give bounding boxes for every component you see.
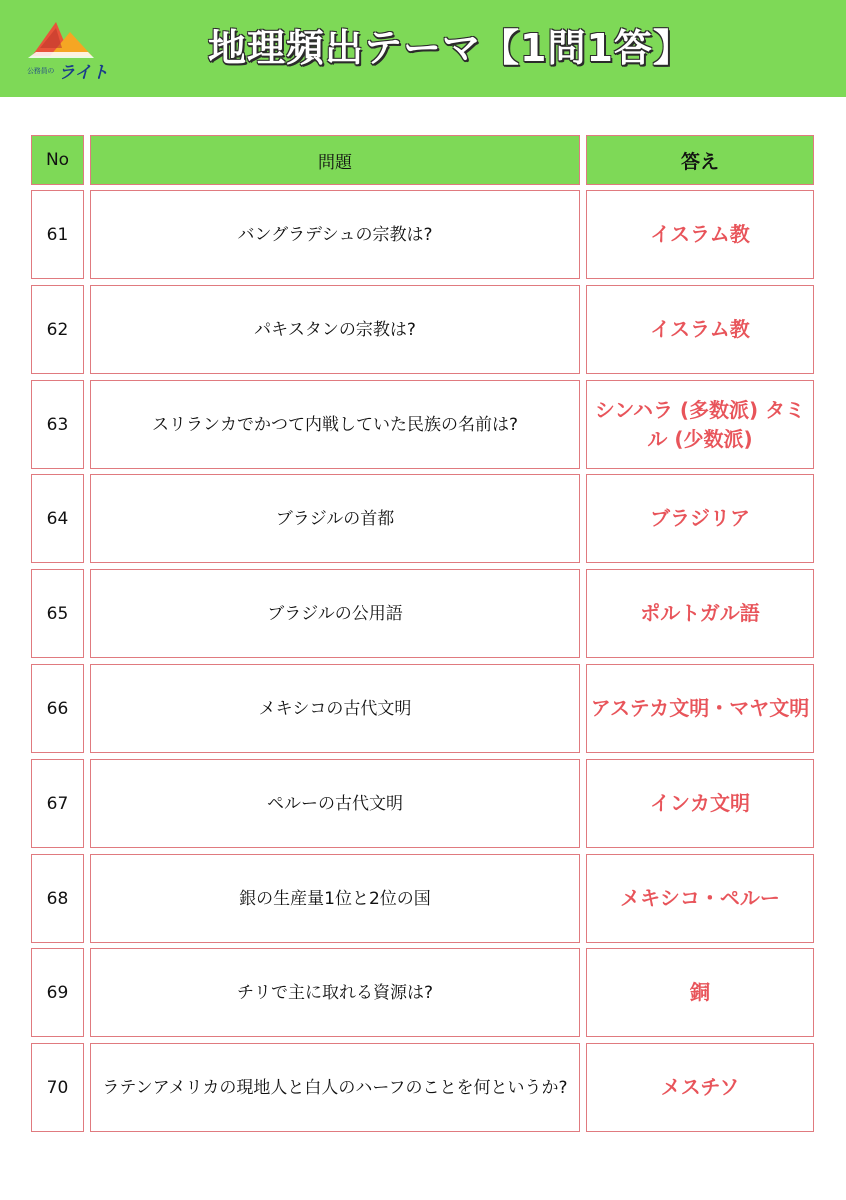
logo [22, 18, 110, 84]
header-bar [0, 0, 846, 97]
answer-cell: イスラム教 [586, 190, 814, 279]
question-cell: 銀の生産量1位と2位の国 [90, 854, 580, 943]
row-number: 64 [31, 474, 84, 563]
answer-cell: メスチソ [586, 1043, 814, 1132]
answer-cell: アステカ文明・マヤ文明 [586, 664, 814, 753]
answer-cell: ポルトガル語 [586, 569, 814, 658]
question-cell: ペルーの古代文明 [90, 759, 580, 848]
question-cell: ブラジルの首都 [90, 474, 580, 563]
question-cell: チリで主に取れる資源は? [90, 948, 580, 1037]
row-number: 69 [31, 948, 84, 1037]
answer-cell: メキシコ・ペルー [586, 854, 814, 943]
column-header-question: 問題 [90, 135, 580, 185]
row-number: 65 [31, 569, 84, 658]
page-title: 地理頻出テーマ【1問1答】 [208, 26, 692, 70]
row-number: 66 [31, 664, 84, 753]
answer-cell: インカ文明 [586, 759, 814, 848]
row-number: 70 [31, 1043, 84, 1132]
row-number: 61 [31, 190, 84, 279]
answer-cell: 銅 [586, 948, 814, 1037]
question-cell: スリランカでかつて内戦していた民族の名前は? [90, 380, 580, 469]
question-cell: バングラデシュの宗教は? [90, 190, 580, 279]
question-cell: ブラジルの公用語 [90, 569, 580, 658]
answer-cell: イスラム教 [586, 285, 814, 374]
mountain-logo-icon [26, 18, 96, 62]
column-header-no: No [31, 135, 84, 185]
answer-cell: シンハラ (多数派) タミル (少数派) [586, 380, 814, 469]
answer-cell: ブラジリア [586, 474, 814, 563]
logo-name: ライト [58, 63, 109, 83]
row-number: 63 [31, 380, 84, 469]
question-cell: ラテンアメリカの現地人と白人のハーフのことを何というか? [90, 1043, 580, 1132]
question-cell: パキスタンの宗教は? [90, 285, 580, 374]
column-header-answer: 答え [586, 135, 814, 185]
row-number: 67 [31, 759, 84, 848]
row-number: 68 [31, 854, 84, 943]
question-cell: メキシコの古代文明 [90, 664, 580, 753]
logo-subtitle: 公務員の [27, 67, 55, 75]
row-number: 62 [31, 285, 84, 374]
